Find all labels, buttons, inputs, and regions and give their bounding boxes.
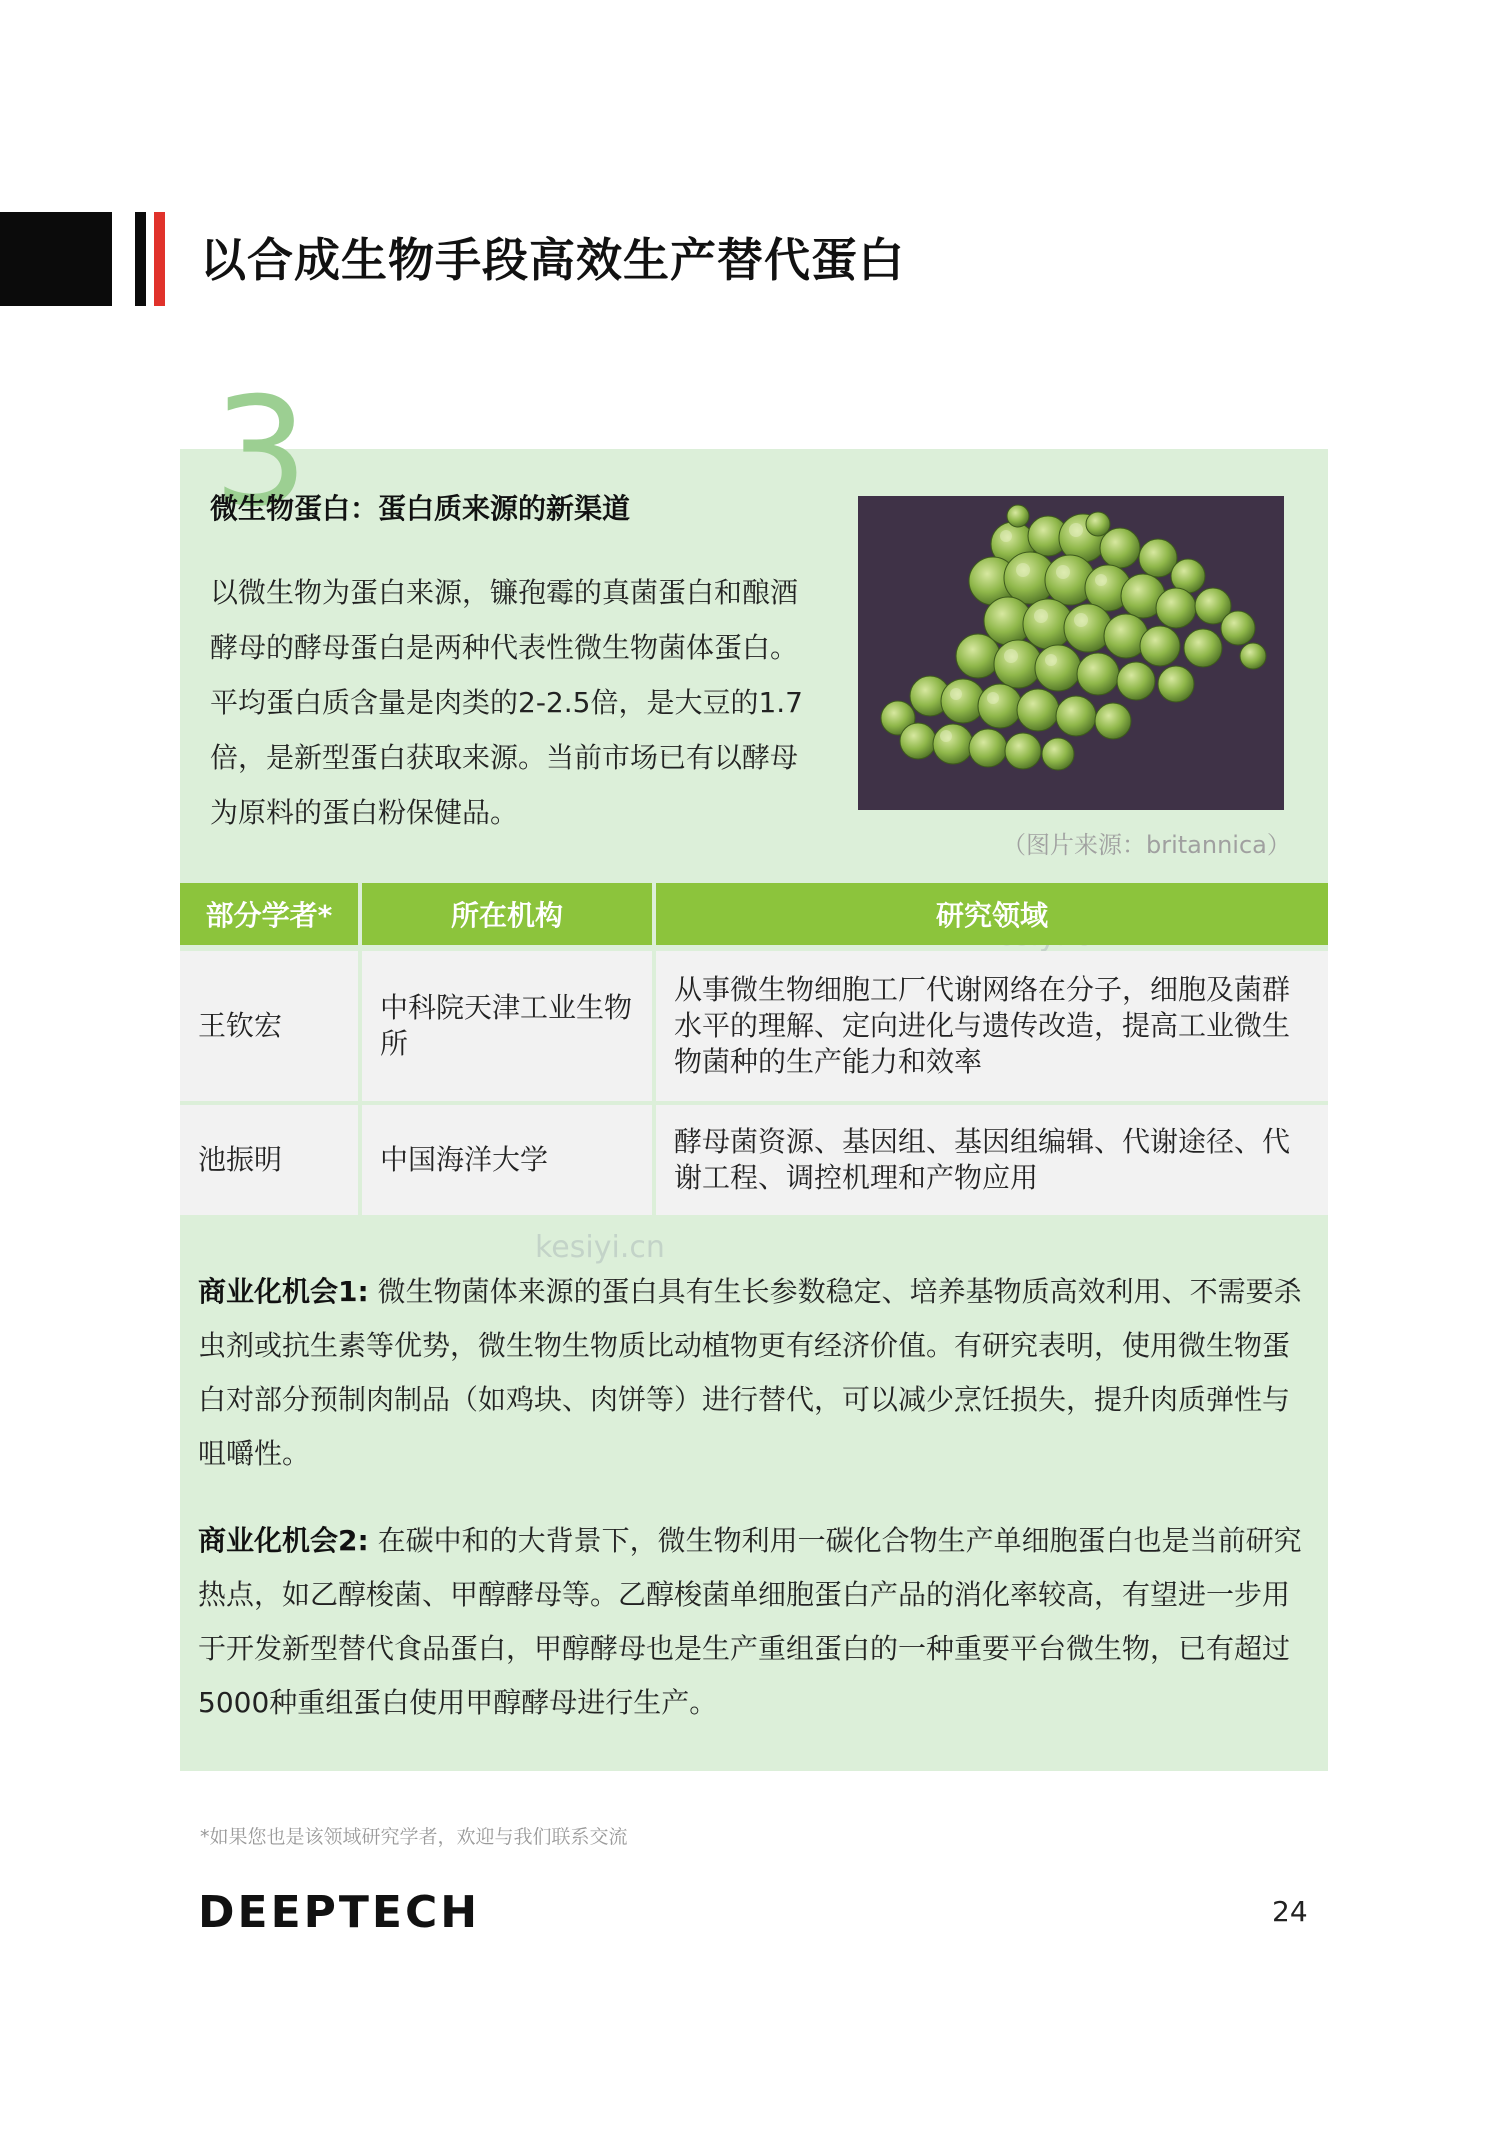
table-header-cell: 研究领域 — [656, 883, 1328, 945]
intro-line: 以微生物为蛋白来源，镰孢霉的真菌蛋白和酿酒 — [210, 576, 799, 609]
scholar-name: 王钦宏 — [180, 951, 358, 1101]
watermark: kesiyi.cn — [535, 1230, 665, 1265]
intro-line: 倍，是新型蛋白获取来源。当前市场已有以酵母 — [210, 741, 799, 774]
scholar-field: 从事微生物细胞工厂代谢网络在分子，细胞及菌群水平的理解、定向进化与遗传改造，提高工业微生物菌种的生产能力和效率 — [656, 951, 1328, 1101]
table-header-cell: 部分学者* — [180, 883, 358, 945]
opportunity-label: 商业化机会2: — [198, 1524, 369, 1557]
brand-logo: DEEPTECH — [198, 1887, 481, 1938]
page-title: 以合成生物手段高效生产替代蛋白 — [200, 233, 905, 287]
table-header-cell: 所在机构 — [362, 883, 652, 945]
opportunity-label: 商业化机会1: — [198, 1275, 369, 1308]
table-header-row — [180, 883, 1328, 945]
intro-paragraph — [210, 565, 842, 840]
section-title: 微生物蛋白：蛋白质来源的新渠道 — [210, 492, 631, 525]
yeast-micrograph-image — [858, 496, 1284, 810]
header-black-bar — [135, 212, 146, 306]
footnote: *如果您也是该领域研究学者，欢迎与我们联系交流 — [200, 1826, 628, 1848]
intro-line: 酵母的酵母蛋白是两种代表性微生物菌体蛋白。 — [210, 631, 799, 664]
opportunity-text: 微生物菌体来源的蛋白具有生长参数稳定、培养基物质高效利用、不需要杀虫剂或抗生素等优势，微生物生物质比动植物更有经济价值。有研究表明，使用微生物蛋白对部分预制肉制品（如鸡块、肉饼等）进行替代，可以减少烹饪损失，提升肉质弹性与咀嚼性。 — [198, 1275, 1302, 1470]
intro-line: 平均蛋白质含量是肉类的2-2.5倍，是大豆的1.7 — [210, 686, 803, 719]
page-number: 24 — [1272, 1895, 1308, 1928]
scholar-field: 酵母菌资源、基因组、基因组编辑、代谢途径、代谢工程、调控机理和产物应用 — [656, 1105, 1328, 1215]
table-row — [180, 1105, 1328, 1215]
table-row — [180, 951, 1328, 1101]
scholar-institution: 中国海洋大学 — [362, 1105, 652, 1215]
scholar-name: 池振明 — [180, 1105, 358, 1215]
header-black-block — [0, 212, 112, 306]
intro-line: 为原料的蛋白粉保健品。 — [210, 796, 519, 829]
yeast-cluster-illustration — [858, 496, 1284, 810]
header-red-bar — [154, 212, 165, 306]
commercial-opportunity-2 — [198, 1514, 1310, 1730]
commercial-opportunity-1 — [198, 1265, 1310, 1481]
scholar-institution: 中科院天津工业生物所 — [362, 951, 652, 1101]
section-number: 3 — [213, 366, 309, 540]
opportunity-text: 在碳中和的大背景下，微生物利用一碳化合物生产单细胞蛋白也是当前研究热点，如乙醇梭菌、甲醇酵母等。乙醇梭菌单细胞蛋白产品的消化率较高，有望进一步用于开发新型替代食品蛋白，甲醇酵母也是生产重组蛋白的一种重要平台微生物，已有超过5000种重组蛋白使用甲醇酵母进行生产。 — [198, 1524, 1302, 1719]
image-credit: （图片来源：britannica） — [1002, 831, 1291, 859]
